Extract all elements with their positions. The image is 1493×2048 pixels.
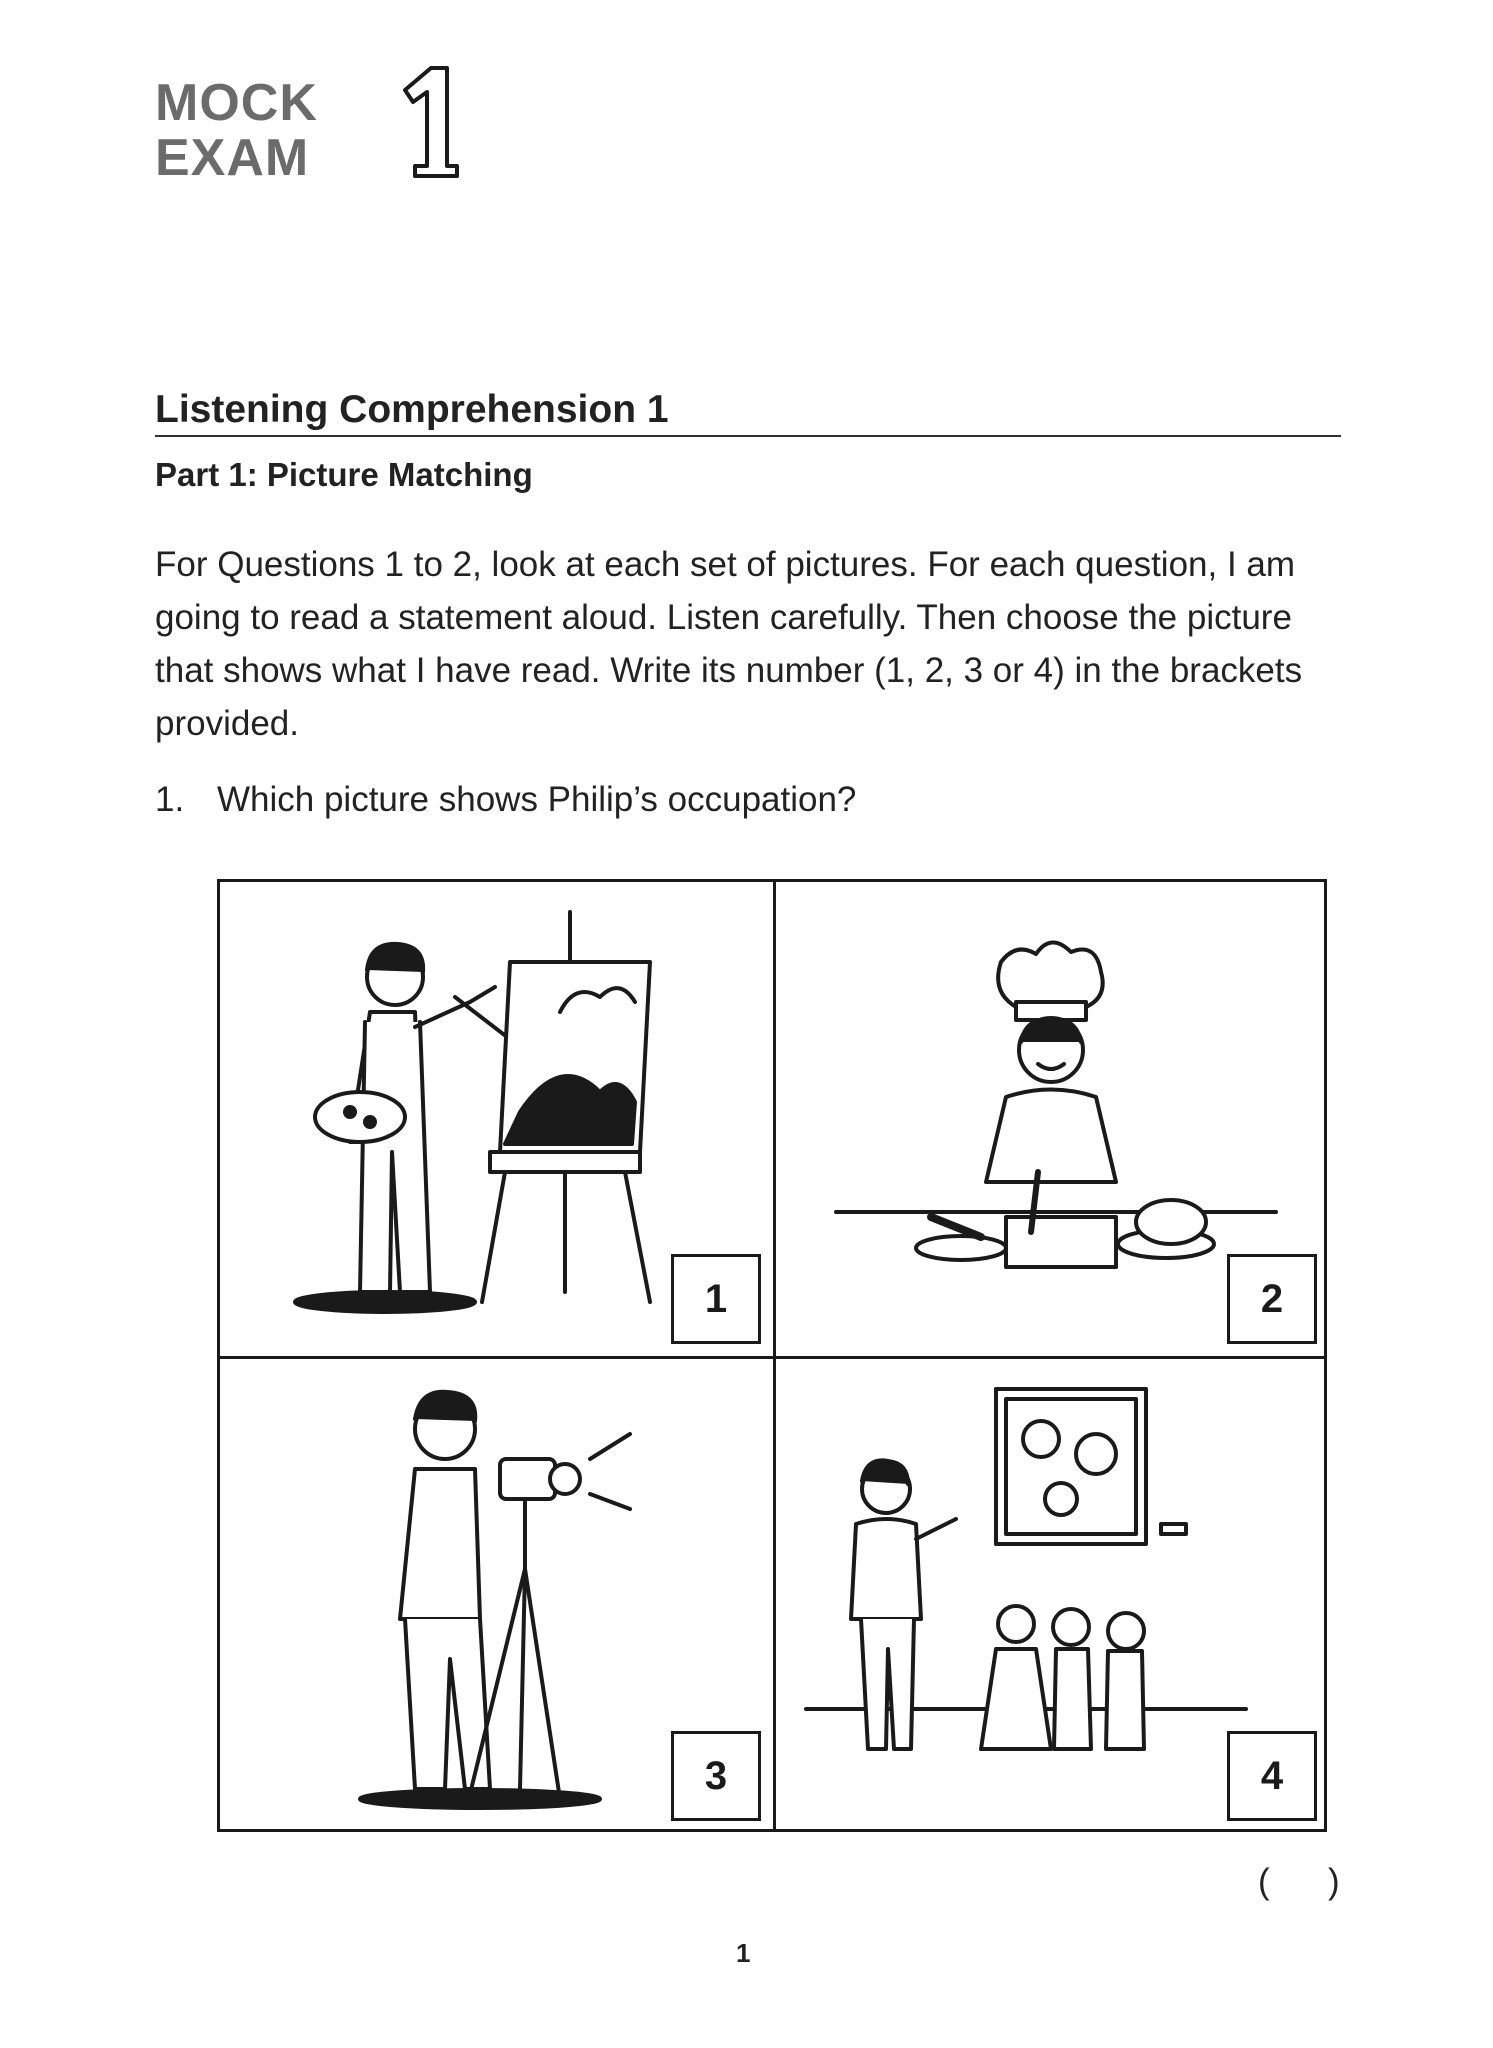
- option-1-number-box: 1: [671, 1254, 761, 1344]
- option-4-cell[interactable]: [776, 1359, 1329, 1833]
- page-number: 1: [736, 1938, 751, 1968]
- grid-horizontal-divider: [220, 1356, 1324, 1359]
- picture-options-grid: [217, 879, 1327, 1832]
- option-2-number-box: 2: [1227, 1254, 1317, 1344]
- question-number: 1.: [155, 780, 185, 819]
- option-2-cell[interactable]: [776, 882, 1329, 1356]
- part-title: Part 1: Picture Matching: [155, 456, 533, 493]
- section-divider: [155, 435, 1341, 437]
- mock-label-line1: MOCK: [155, 74, 318, 132]
- exam-number-outline: [395, 62, 465, 182]
- question-text: Which picture shows Philip’s occupation?: [217, 780, 857, 819]
- instructions-text: For Questions 1 to 2, look at each set of pictures. For each question, I am going to read a statement aloud. Listen carefully. Then choose the picture that shows what I have read. Write its number (1, 2, 3 or 4) in the brackets provided.: [155, 545, 1303, 743]
- option-3-cell[interactable]: [220, 1359, 773, 1833]
- option-3-number-box: 3: [671, 1731, 761, 1821]
- answer-brackets[interactable]: ( ): [1258, 1862, 1340, 1901]
- mock-label-line2: EXAM: [155, 129, 310, 187]
- option-1-cell[interactable]: [220, 882, 773, 1356]
- mock-exam-label: [155, 76, 318, 186]
- section-title: Listening Comprehension 1: [155, 388, 669, 431]
- option-4-number-box: 4: [1227, 1731, 1317, 1821]
